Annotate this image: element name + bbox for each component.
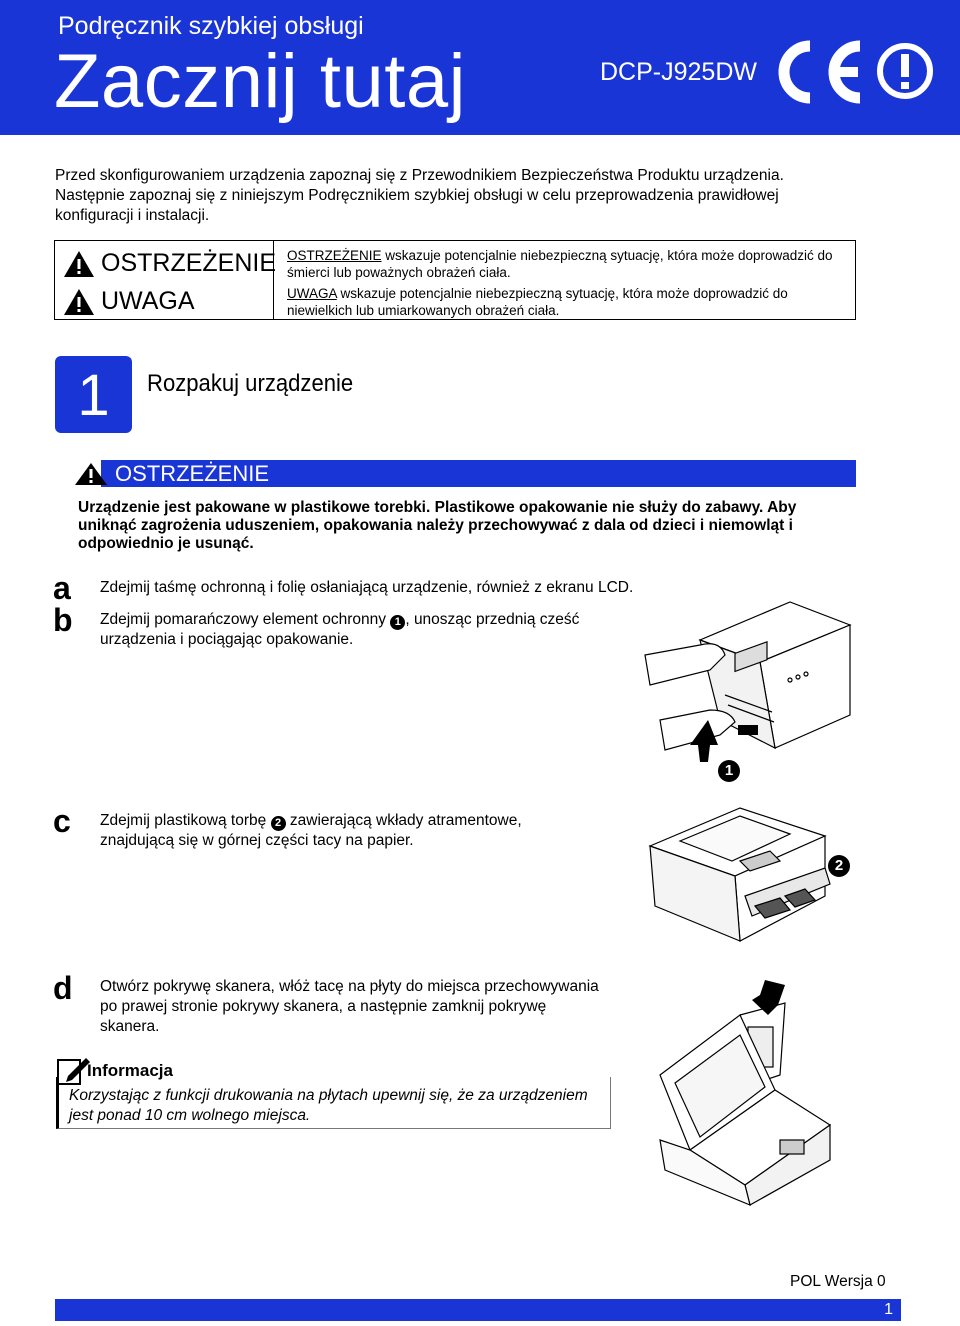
warning-heading-bar [55, 460, 856, 487]
header-banner [0, 0, 960, 135]
step-d-letter: d [53, 970, 73, 1006]
step-b-text [100, 610, 579, 650]
step-d-line3: skanera. [100, 1018, 160, 1035]
warning-desc-text: wskazuje potencjalnie niebezpieczną sytuację, która może doprowadzić do śmierci lub poważnych obrażeń ciała. [287, 248, 833, 280]
footer-bar [55, 1299, 901, 1321]
step-d-line2: po prawej stronie pokrywy skanera, a następnie zamknij pokrywę [100, 998, 547, 1015]
step-d-line1: Otwórz pokrywę skanera, włóż tacę na płyty do miejsca przechowywania [100, 978, 599, 995]
step-c-text-part2: zawierającą wkłady atramentowe, [285, 812, 522, 829]
version-label: POL Wersja 0 [790, 1273, 886, 1290]
intro-text: Przed skonfigurowaniem urządzenia zapoznaj się z Przewodnikiem Bezpieczeństwa Produktu urządzenia. Następnie zapoznaj się z niniejszym Podręcznikiem szybkiej obsługi w celu przeprowadzenia prawidłowej konfiguracji i instalacji. [55, 167, 784, 224]
caution-label-row [63, 287, 195, 316]
caution-description [287, 285, 852, 319]
step-b-text-part3: urządzenia i pociągając opakowanie. [100, 631, 354, 648]
section-title: Rozpakuj urządzenie [147, 370, 354, 397]
section-number-box [55, 356, 132, 433]
warning-label: OSTRZEŻENIE [101, 249, 277, 277]
page-title: Zacznij tutaj [54, 39, 466, 124]
warning-term: OSTRZEŻENIE [287, 248, 382, 263]
warning-body-text: Urządzenie jest pakowane w plastikowe torebki. Plastikowe opakowanie nie służy do zabawy. Aby uniknąć zagrożenia uduszeniem, opakowania należy przechowywać z dala od dzieci i niemowląt i odpowiednio je usunąć. [78, 499, 797, 552]
callout-marker-1: 1 [390, 615, 405, 630]
step-a-letter: a [53, 570, 71, 606]
ink-bag-illustration [640, 806, 840, 954]
model-name: DCP-J925DW [600, 58, 757, 86]
caution-term: UWAGA [287, 286, 337, 301]
step-c-text-part1: Zdejmij plastikową torbę [100, 812, 271, 829]
warning-triangle-icon [63, 250, 95, 278]
remove-protective-part-illustration [640, 600, 862, 795]
page-number: 1 [884, 1301, 893, 1318]
step-c-text [100, 811, 522, 851]
callout-1: 1 [718, 760, 740, 782]
disc-tray-storage-illustration [640, 975, 855, 1207]
step-b-text-part1: Zdejmij pomarańczowy element ochronny [100, 611, 391, 628]
callout-marker-2: 2 [271, 816, 286, 831]
warning-triangle-icon [73, 462, 109, 486]
ce-mark-icon [772, 38, 870, 106]
caution-triangle-icon [63, 288, 95, 316]
hazard-labels-cell [55, 241, 277, 319]
warning-description [287, 247, 852, 281]
section-number: 1 [77, 363, 110, 428]
step-a-text: Zdejmij taśmę ochronną i folię osłaniającą urządzenie, również z ekranu LCD. [100, 579, 634, 596]
caution-desc-text: wskazuje potencjalnie niebezpieczną sytuację, która może doprowadzić do niewielkich lub umiarkowanych obrażeń ciała. [287, 286, 788, 318]
warning-heading-label: OSTRZEŻENIE [115, 461, 270, 486]
exclamation-alert-icon [876, 42, 934, 100]
hazard-legend-table [54, 240, 856, 320]
step-b-text-part2: , unosząc przednią cześć [405, 611, 580, 628]
warning-label-row [63, 249, 276, 278]
caution-label: UWAGA [101, 287, 195, 315]
step-d-text [100, 977, 640, 1037]
note-title: Informacja [87, 1061, 173, 1080]
step-c-letter: c [53, 803, 71, 839]
guide-subtitle: Podręcznik szybkiej obsługi [58, 12, 364, 40]
note-text: Korzystając z funkcji drukowania na płytach upewnij się, że za urządzeniem jest ponad 10 cm wolnego miejsca. [69, 1087, 588, 1124]
step-b-letter: b [53, 602, 73, 638]
step-c-text-part3: znajdującą się w górnej części tacy na papier. [100, 832, 414, 849]
callout-2: 2 [828, 855, 850, 877]
